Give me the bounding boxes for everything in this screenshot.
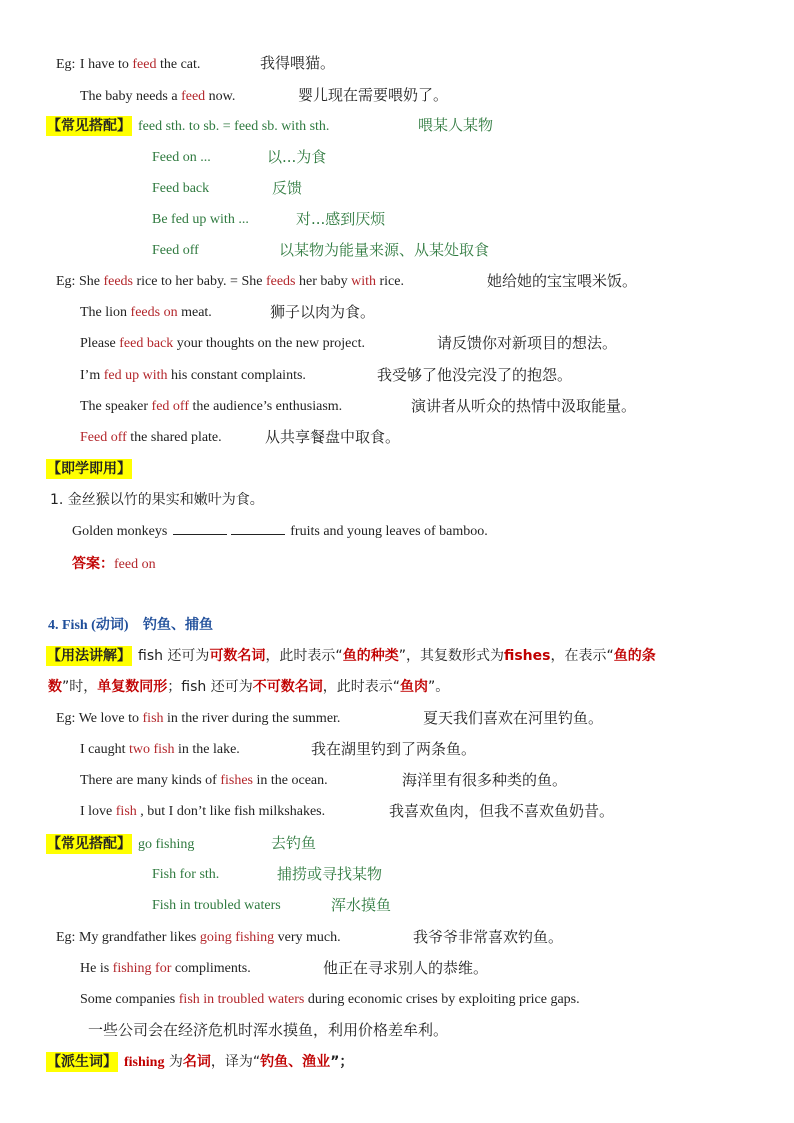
example-line: [80, 771, 328, 791]
example-text: the shared plate.: [126, 430, 222, 445]
example-text: We love to: [78, 711, 143, 726]
phrase-line: [46, 116, 329, 137]
translation: 她给她的宝宝喂米饭。: [487, 272, 638, 290]
keyword: fish: [115, 804, 137, 819]
example-text: in the ocean.: [253, 773, 328, 788]
example-text: the cat.: [156, 57, 201, 72]
keyword: feeds: [265, 274, 296, 289]
example-text: The lion: [80, 305, 131, 320]
example-line: [80, 303, 212, 323]
example-text: in the lake.: [174, 742, 240, 757]
usage-text: ”。: [427, 679, 450, 695]
translation: 我喜欢鱼肉，但我不喜欢鱼奶昔。: [389, 802, 615, 820]
keyword: two fish: [128, 742, 175, 757]
translation: 我得喂猫。: [260, 54, 336, 72]
phrase-zh: 浑水摸鱼: [331, 896, 392, 914]
section-tag: 【常见搭配】: [47, 118, 131, 134]
phrase-en: Feed on ...: [152, 150, 211, 165]
answer-blank: [173, 522, 227, 535]
keyword: fishing for: [112, 961, 172, 976]
example-text: , but I don’t like fish milkshakes.: [136, 804, 326, 819]
usage-key: 鱼肉: [399, 679, 428, 695]
usage-key: 单复数同形: [97, 679, 168, 695]
usage-text: ”时，: [62, 679, 98, 695]
translation: 我受够了他没完没了的抱怨。: [377, 366, 573, 384]
example-text: meat.: [177, 305, 212, 320]
keyword: feed: [181, 89, 206, 104]
translation: 海洋里有很多种类的鱼。: [402, 771, 568, 789]
phrase-en: Feed off: [152, 243, 199, 258]
usage-text: ，此时表示“: [322, 679, 400, 695]
section-tag: 【用法讲解】: [47, 648, 131, 664]
example-text: rice.: [375, 274, 404, 289]
translation: 夏天我们喜欢在河里钓鱼。: [423, 709, 604, 727]
phrase-zh: 喂某人某物: [418, 116, 494, 134]
translation: 请反馈你对新项目的想法。: [437, 334, 618, 352]
example-text: I have to: [79, 57, 133, 72]
example-text: He is: [80, 961, 113, 976]
keyword: on: [163, 305, 178, 320]
keyword: feeds: [103, 274, 133, 289]
translation: 我爷爷非常喜欢钓鱼。: [413, 928, 564, 946]
translation: 演讲者从听众的热情中汲取能量。: [411, 397, 637, 415]
keyword: fed off: [151, 399, 189, 414]
phrase-zh: 以...为食: [267, 148, 327, 166]
practice-question: 1. 金丝猴以竹的果实和嫩叶为食。: [50, 492, 264, 508]
example-line: [80, 428, 222, 448]
example-text: I caught: [80, 742, 129, 757]
example-text: during economic crises by exploiting price gaps.: [304, 992, 580, 1007]
keyword: going fishing: [199, 930, 275, 945]
section-tag: 【即学即用】: [47, 461, 131, 477]
example-text: There are many kinds of: [80, 773, 221, 788]
answer-label: 答案：: [72, 556, 114, 572]
phrase-en: Feed back: [152, 181, 210, 196]
derivative-text: ，译为“: [210, 1054, 261, 1070]
phrase-zh: 捕捞或寻找某物: [277, 865, 383, 883]
practice-text: Golden monkeys: [72, 524, 168, 539]
section-tag: 【派生词】: [47, 1054, 117, 1070]
section-heading: [48, 615, 213, 636]
example-line: [56, 54, 200, 75]
example-text: very much.: [274, 930, 341, 945]
phrase-zh: 对...感到厌烦: [296, 210, 386, 228]
practice-text: fruits and young leaves of bamboo.: [290, 524, 488, 539]
example-text: The baby needs a: [80, 89, 182, 104]
eg-label: Eg:: [56, 711, 76, 726]
answer-blank: [231, 522, 285, 535]
example-text: his constant complaints.: [167, 368, 306, 383]
usage-key: 可数名词: [209, 648, 266, 664]
example-line: [80, 86, 235, 107]
phrase-en: feed sth. to sb. = feed sb. with sth.: [138, 119, 330, 134]
example-text: I love: [80, 804, 116, 819]
keyword: with: [351, 274, 376, 289]
example-line: [56, 928, 341, 948]
phrase-en: Fish for sth.: [152, 867, 220, 882]
keyword: fish: [142, 711, 164, 726]
phrase-zh: 去钓鱼: [271, 834, 317, 852]
example-text: She: [78, 274, 104, 289]
example-text: Some companies: [80, 992, 179, 1007]
keyword: Feed off: [80, 430, 127, 445]
example-line: [56, 709, 340, 729]
usage-key: 不可数名词: [252, 679, 323, 695]
example-text: in the river during the summer.: [163, 711, 341, 726]
usage-text: ，在表示“: [550, 648, 614, 664]
keyword: feeds: [130, 305, 161, 320]
eg-label: Eg:: [56, 930, 76, 945]
heading-en: 4. Fish (动词): [48, 618, 129, 633]
answer-line: [72, 554, 156, 575]
usage-text: fish 还可为: [138, 648, 210, 664]
translation: 从共享餐盘中取食。: [265, 428, 401, 446]
phrase-line: [46, 834, 194, 855]
translation: 他正在寻求别人的恭维。: [323, 959, 489, 977]
phrase-en: Be fed up with ...: [152, 212, 249, 227]
example-line: [56, 272, 404, 292]
derivative-text: ”；: [330, 1054, 354, 1070]
example-text: her baby: [295, 274, 352, 289]
phrase-en: Fish in troubled waters: [152, 898, 281, 913]
example-text: Please: [80, 336, 120, 351]
keyword: fishes: [220, 773, 254, 788]
phrase-zh: 反馈: [272, 179, 303, 197]
usage-text: ”，其复数形式为: [398, 648, 504, 664]
usage-key: 数: [48, 679, 62, 695]
example-text: rice to her baby. = She: [133, 274, 266, 289]
example-text: now.: [205, 89, 236, 104]
usage-text: ，此时表示“: [265, 648, 343, 664]
translation: 狮子以肉为食。: [270, 303, 376, 321]
eg-label: Eg:: [56, 274, 76, 289]
translation: 我在湖里钓到了两条鱼。: [311, 740, 477, 758]
example-text: The speaker: [80, 399, 152, 414]
answer-text: feed on: [114, 557, 156, 572]
derivative-key: 名词: [182, 1054, 211, 1070]
heading-zh: 钓鱼、捕鱼: [142, 617, 213, 633]
derivative-word: fishing: [124, 1055, 165, 1070]
example-text: My grandfather likes: [78, 930, 200, 945]
example-line: [80, 397, 342, 417]
eg-label: Eg:: [56, 57, 76, 72]
usage-text: ；fish 还可为: [167, 679, 253, 695]
derivative-key: 钓鱼、渔业: [260, 1054, 331, 1070]
section-tag: 【常见搭配】: [47, 836, 131, 852]
derivative-line: [46, 1052, 353, 1073]
phrase-zh: 以某物为能量来源、从某处取食: [279, 241, 490, 259]
phrase-en: go fishing: [138, 837, 195, 852]
example-line: [80, 990, 580, 1010]
example-line: [80, 802, 325, 822]
example-line: [80, 366, 306, 386]
derivative-text: 为: [164, 1054, 183, 1070]
usage-line-1: [46, 646, 656, 666]
usage-key: fishes: [503, 648, 551, 664]
practice-sentence: [72, 522, 488, 542]
keyword: feed back: [119, 336, 174, 351]
example-line: [80, 334, 365, 354]
translation: 婴儿现在需要喂奶了。: [298, 86, 449, 104]
example-text: I’m: [80, 368, 104, 383]
example-text: compliments.: [171, 961, 251, 976]
example-text: your thoughts on the new project.: [173, 336, 365, 351]
usage-key: 鱼的种类: [342, 648, 399, 664]
usage-line-2: [48, 677, 449, 697]
example-line: [80, 959, 251, 979]
example-line: [80, 740, 240, 760]
practice-heading: [46, 459, 138, 479]
translation: 一些公司会在经济危机时浑水摸鱼，利用价格差牟利。: [88, 1021, 449, 1039]
keyword: fish in troubled waters: [178, 992, 305, 1007]
usage-key: 鱼的条: [613, 648, 656, 664]
example-text: the audience’s enthusiasm.: [188, 399, 343, 414]
keyword: feed: [132, 57, 157, 72]
keyword: fed up with: [103, 368, 168, 383]
